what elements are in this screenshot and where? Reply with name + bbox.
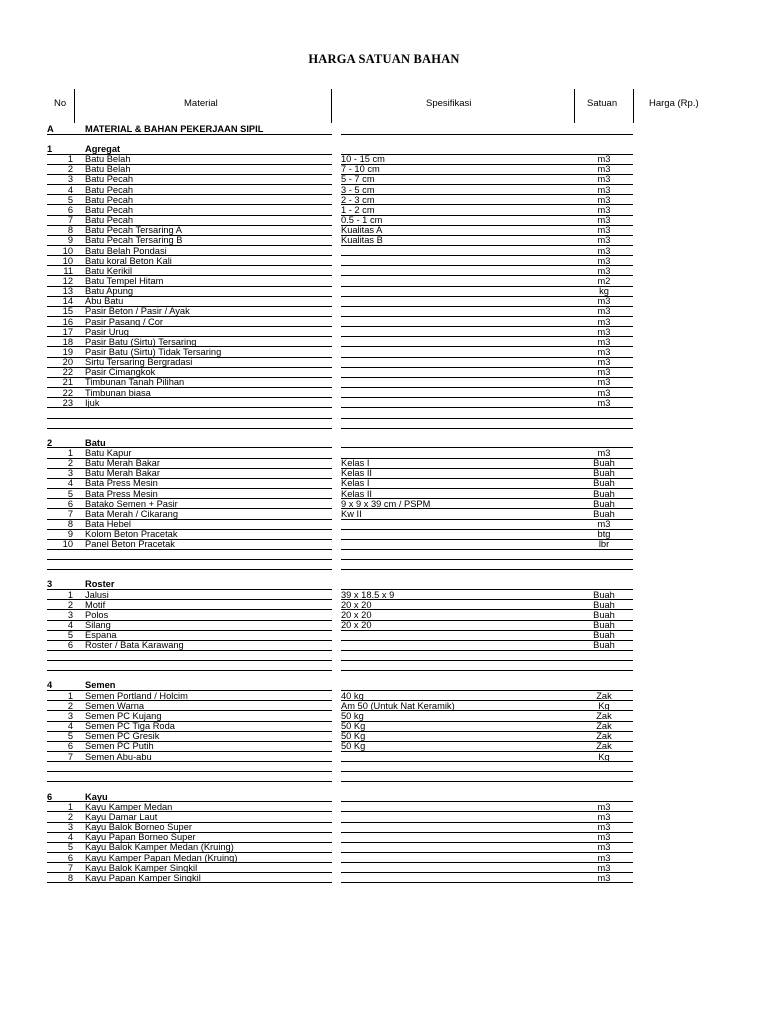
item-material: Kayu Balok Kamper Singkil	[85, 862, 198, 873]
header-spesifikasi: Spesifikasi	[426, 98, 472, 109]
item-no: 22	[62, 387, 73, 398]
item-no: 2	[67, 458, 73, 469]
row-rule	[575, 418, 633, 419]
page-title: HARGA SATUAN BAHAN	[308, 52, 460, 66]
item-unit: m3	[597, 255, 611, 266]
item-unit: m3	[597, 235, 611, 246]
header-no: No	[54, 98, 67, 109]
item-material: Batu Pecah	[85, 204, 134, 215]
row-rule	[341, 650, 575, 651]
item-unit: m3	[597, 204, 611, 215]
item-material: Panel Beton Pracetak	[85, 539, 175, 550]
item-material: Kolom Beton Pracetak	[85, 529, 178, 540]
item-unit: m3	[597, 377, 611, 388]
row-rule	[341, 569, 575, 570]
item-unit: m3	[597, 852, 611, 863]
item-no: 9	[67, 529, 73, 540]
item-unit: m3	[597, 822, 611, 833]
item-material: Semen PC Gresik	[85, 731, 160, 742]
item-material: Batu Merah Bakar	[85, 458, 160, 469]
item-unit: m3	[597, 347, 611, 357]
item-unit: Zak	[596, 710, 612, 721]
item-no: 8	[67, 225, 73, 236]
row-rule	[341, 761, 575, 762]
item-unit: m3	[597, 336, 611, 347]
item-no: 18	[62, 336, 73, 347]
item-spec: 20 x 20	[341, 620, 372, 631]
item-no: 1	[67, 801, 73, 812]
item-spec: 5 - 7 cm	[341, 174, 375, 185]
item-no: 3	[67, 822, 73, 833]
item-unit: Buah	[593, 468, 615, 479]
item-material: Pasir Batu (Sirtu) Tidak Tersaring	[85, 347, 222, 357]
item-spec: 9 x 9 x 39 cm / PSPM	[341, 498, 431, 509]
row-rule	[575, 134, 633, 135]
item-spec: 1 - 2 cm	[341, 204, 375, 215]
item-no: 17	[62, 326, 73, 337]
item-material: Bata Hebel	[85, 519, 131, 530]
row-rule	[47, 670, 332, 671]
row-rule	[341, 134, 575, 135]
item-no: 6	[67, 498, 73, 509]
item-unit: Buah	[593, 620, 615, 631]
item-no: 2	[67, 811, 73, 822]
row-rule	[47, 569, 332, 570]
item-material: Batu Belah	[85, 154, 131, 165]
item-unit: m3	[597, 316, 611, 327]
item-unit: m3	[597, 174, 611, 185]
item-material: Bata Press Mesin	[85, 478, 158, 489]
row-rule	[341, 559, 575, 560]
item-material: Semen Abu-abu	[85, 751, 152, 762]
item-unit: Kg	[598, 700, 610, 711]
row-rule	[575, 428, 633, 429]
item-unit: Buah	[593, 488, 615, 499]
item-unit: Zak	[596, 731, 612, 742]
item-no: 23	[62, 397, 73, 408]
item-no: 19	[62, 347, 73, 357]
item-material: Batu Pecah Tersaring B	[85, 235, 183, 246]
row-rule	[47, 407, 332, 408]
item-material: Kayu Kamper Medan	[85, 801, 173, 812]
row-rule	[47, 134, 332, 135]
item-no: 20	[62, 357, 73, 368]
item-material: Timbunan biasa	[85, 387, 151, 398]
item-no: 2	[67, 599, 73, 610]
item-no: 12	[62, 275, 73, 286]
item-material: Kayu Balok Borneo Super	[85, 822, 192, 833]
item-material: Batu Pecah	[85, 174, 134, 185]
item-no: 6	[67, 640, 73, 651]
item-material: Ijuk	[85, 397, 100, 408]
item-unit: m3	[597, 367, 611, 378]
item-no: 5	[67, 731, 73, 742]
item-material: Batu Pecah	[85, 194, 134, 205]
item-spec: Kelas I	[341, 478, 370, 489]
item-no: 1	[67, 589, 73, 600]
section-label: Agregat	[85, 144, 121, 154]
item-unit: m3	[597, 397, 611, 408]
row-rule	[47, 418, 332, 419]
item-no: 7	[67, 862, 73, 873]
item-no: 14	[62, 296, 73, 307]
item-no: 15	[62, 306, 73, 317]
item-no: 2	[67, 164, 73, 175]
row-rule	[575, 660, 633, 661]
item-no: 1	[67, 448, 73, 458]
row-rule	[341, 670, 575, 671]
item-unit: Buah	[593, 508, 615, 519]
item-material: Batu Pecah	[85, 184, 134, 195]
item-no: 4	[67, 478, 73, 489]
category-label: MATERIAL & BAHAN PEKERJAAN SIPIL	[85, 124, 264, 134]
item-no: 7	[67, 215, 73, 226]
item-unit: m3	[597, 245, 611, 256]
item-material: Silang	[85, 620, 111, 631]
row-rule	[47, 559, 332, 560]
item-no: 5	[67, 488, 73, 499]
row-rule	[575, 407, 633, 408]
item-no: 13	[62, 286, 73, 297]
item-material: Semen Portland / Holcim	[85, 690, 188, 701]
row-rule	[575, 650, 633, 651]
item-material: Pasir Batu (Sirtu) Tersaring	[85, 336, 197, 347]
item-no: 8	[67, 519, 73, 530]
item-unit: m3	[597, 225, 611, 236]
item-material: Semen Warna	[85, 700, 145, 711]
item-unit: m3	[597, 164, 611, 175]
item-spec: 50 Kg	[341, 731, 366, 742]
item-material: Batu koral Beton Kali	[85, 255, 172, 266]
item-no: 1	[67, 154, 73, 165]
item-no: 5	[67, 630, 73, 641]
item-unit: m3	[597, 154, 611, 165]
item-spec: 50 Kg	[341, 721, 366, 732]
item-material: Batu Belah	[85, 164, 131, 175]
row-rule	[47, 650, 332, 651]
row-rule	[575, 569, 633, 570]
section-label: Batu	[85, 437, 106, 448]
row-rule	[47, 428, 332, 429]
item-no: 21	[62, 377, 73, 388]
row-rule	[575, 670, 633, 671]
section-no: 6	[47, 791, 53, 802]
item-unit: Buah	[593, 599, 615, 610]
item-material: Batako Semen + Pasir	[85, 498, 178, 509]
item-material: Pasir Beton / Pasir / Ayak	[85, 306, 190, 317]
item-spec: 20 x 20	[341, 599, 372, 610]
item-unit: m3	[597, 872, 611, 883]
item-no: 11	[63, 265, 73, 276]
row-rule	[575, 559, 633, 560]
item-no: 3	[67, 468, 73, 479]
item-no: 4	[67, 620, 73, 631]
row-rule	[341, 549, 575, 550]
item-material: Batu Belah Pondasi	[85, 245, 167, 256]
item-unit: Zak	[596, 741, 612, 752]
item-unit: m3	[597, 296, 611, 307]
column-divider	[331, 89, 332, 123]
section-no: 1	[47, 144, 53, 154]
row-rule	[341, 428, 575, 429]
item-spec: 50 Kg	[341, 741, 366, 752]
section-no: 2	[47, 437, 53, 448]
item-material: Batu Apung	[85, 286, 134, 297]
column-divider	[633, 89, 634, 123]
item-spec: Kelas II	[341, 488, 373, 499]
item-no: 8	[67, 872, 73, 883]
item-no: 7	[67, 751, 73, 762]
item-spec: Kw II	[341, 508, 362, 519]
item-unit: m2	[597, 275, 611, 286]
item-no: 5	[67, 842, 73, 853]
item-material: Abu Batu	[85, 296, 124, 307]
item-material: Pasir Cimangkok	[85, 367, 156, 378]
item-spec: Kualitas B	[341, 235, 383, 246]
item-material: Batu Kerikil	[85, 265, 133, 276]
item-material: Semen PC Kujang	[85, 710, 162, 721]
item-material: Batu Pecah Tersaring A	[85, 225, 182, 236]
item-unit: Zak	[596, 690, 612, 701]
item-material: Batu Merah Bakar	[85, 468, 160, 479]
item-material: Polos	[85, 609, 109, 620]
row-rule	[575, 771, 633, 772]
row-rule	[47, 781, 332, 782]
item-unit: m3	[597, 194, 611, 205]
item-spec: Kualitas A	[341, 225, 383, 236]
item-spec: Kelas II	[341, 468, 373, 479]
item-spec: 0.5 - 1 cm	[341, 215, 383, 226]
item-unit: m3	[597, 387, 611, 398]
item-material: Batu Pecah	[85, 215, 134, 226]
section-label: Semen	[85, 680, 116, 691]
item-unit: Buah	[593, 640, 615, 651]
item-spec: 7 - 10 cm	[341, 164, 380, 175]
item-material: Jalusi	[85, 589, 109, 600]
item-no: 9	[67, 235, 73, 246]
item-no: 10	[62, 539, 73, 550]
item-unit: Buah	[593, 589, 615, 600]
item-no: 1	[67, 690, 73, 701]
item-material: Kayu Kamper Papan Medan (Kruing)	[85, 852, 238, 863]
item-unit: m3	[597, 811, 611, 822]
item-material: Bata Press Mesin	[85, 488, 158, 499]
row-rule	[47, 882, 332, 883]
category-no: A	[47, 124, 54, 134]
row-rule	[575, 549, 633, 550]
item-spec: 3 - 5 cm	[341, 184, 375, 195]
item-material: Semen PC Tiga Roda	[85, 721, 175, 732]
item-unit: m3	[597, 832, 611, 843]
item-unit: Buah	[593, 609, 615, 620]
item-no: 4	[67, 832, 73, 843]
item-spec: Kelas I	[341, 458, 370, 469]
item-unit: m3	[597, 265, 611, 276]
row-rule	[341, 781, 575, 782]
column-divider	[74, 89, 75, 123]
row-rule	[47, 771, 332, 772]
row-rule	[341, 660, 575, 661]
item-unit: m3	[597, 862, 611, 873]
item-unit: m3	[597, 306, 611, 317]
item-no: 3	[67, 609, 73, 620]
section-label: Roster	[85, 579, 115, 590]
row-rule	[341, 771, 575, 772]
header-material: Material	[184, 98, 218, 109]
item-unit: m3	[597, 801, 611, 812]
item-unit: m3	[597, 215, 611, 226]
item-no: 6	[67, 204, 73, 215]
item-no: 4	[67, 184, 73, 195]
row-rule	[341, 407, 575, 408]
item-unit: m3	[597, 448, 611, 458]
item-unit: m3	[597, 519, 611, 530]
item-material: Pasir Urug	[85, 326, 129, 337]
row-rule	[47, 660, 332, 661]
row-rule	[575, 781, 633, 782]
item-no: 22	[62, 367, 73, 378]
item-no: 3	[67, 174, 73, 185]
item-material: Pasir Pasang / Cor	[85, 316, 164, 327]
item-material: Batu Kapur	[85, 448, 132, 458]
item-unit: Buah	[593, 498, 615, 509]
section-no: 4	[47, 680, 53, 691]
item-material: Timbunan Tanah Pilihan	[85, 377, 185, 388]
item-unit: kg	[599, 286, 609, 297]
item-material: Sirtu Tersaring Bergradasi	[85, 357, 193, 368]
item-no: 7	[67, 508, 73, 519]
item-unit: lbr	[598, 539, 610, 550]
item-material: Kayu Damar Laut	[85, 811, 158, 822]
row-rule	[575, 882, 633, 883]
item-no: 5	[67, 194, 73, 205]
item-no: 2	[67, 700, 73, 711]
item-unit: Buah	[593, 630, 615, 641]
item-material: Semen PC Putih	[85, 741, 154, 752]
item-spec: 40 kg	[341, 690, 364, 701]
item-unit: m3	[597, 184, 611, 195]
item-no: 6	[67, 741, 73, 752]
item-material: Kayu Balok Kamper Medan (Kruing)	[85, 842, 234, 853]
item-no: 10	[62, 245, 73, 256]
item-material: Batu Tempel Hitam	[85, 275, 164, 286]
row-rule	[47, 761, 332, 762]
item-material: Motif	[85, 599, 106, 610]
item-spec: 39 x 18.5 x 9	[341, 589, 395, 600]
item-unit: m3	[597, 357, 611, 368]
item-unit: btg	[597, 529, 611, 540]
header-satuan: Satuan	[587, 98, 618, 109]
row-rule	[341, 418, 575, 419]
item-material: Espana	[85, 630, 117, 641]
item-unit: m3	[597, 842, 611, 853]
item-spec: 10 - 15 cm	[341, 154, 385, 165]
item-no: 16	[62, 316, 73, 327]
item-unit: Buah	[593, 478, 615, 489]
item-material: Kayu Papan Borneo Super	[85, 832, 196, 843]
section-no: 3	[47, 579, 53, 590]
item-spec: 20 x 20	[341, 609, 372, 620]
row-rule	[341, 882, 575, 883]
item-spec: 2 - 3 cm	[341, 194, 375, 205]
item-no: 4	[67, 721, 73, 732]
column-divider	[574, 89, 575, 123]
row-rule	[575, 761, 633, 762]
item-material: Roster / Bata Karawang	[85, 640, 184, 651]
item-spec: Am 50 (Untuk Nat Keramik)	[341, 700, 455, 711]
section-label: Kayu	[85, 791, 108, 802]
item-no: 3	[67, 710, 73, 721]
item-unit: m3	[597, 326, 611, 337]
item-no: 10	[62, 255, 73, 266]
row-rule	[47, 549, 332, 550]
item-spec: 50 kg	[341, 710, 364, 721]
item-unit: Kg	[598, 751, 610, 762]
item-material: Kayu Papan Kamper Singkil	[85, 872, 201, 883]
item-unit: Zak	[596, 721, 612, 732]
item-unit: Buah	[593, 458, 615, 469]
header-harga: Harga (Rp.)	[649, 98, 699, 109]
item-material: Bata Merah / Cikarang	[85, 508, 179, 519]
item-no: 6	[67, 852, 73, 863]
